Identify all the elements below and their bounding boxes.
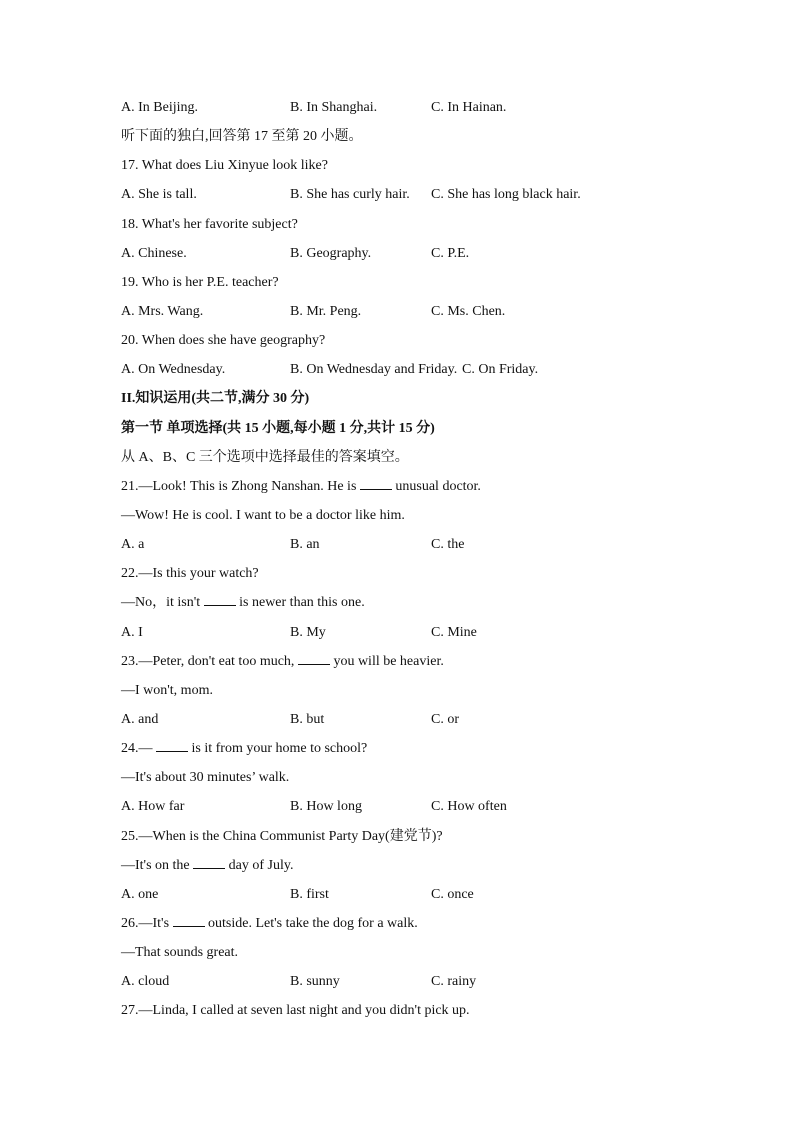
option-a: A. and (121, 711, 159, 727)
question-21 (121, 475, 721, 504)
option-b: B. first (290, 886, 329, 902)
question-text: —No，it isn't (121, 595, 201, 611)
option-c: C. On Friday. (462, 362, 539, 378)
option-b: B. My (290, 624, 326, 640)
q25-options (121, 883, 721, 912)
question-27: 27.—Linda, I called at seven last night and you didn't pick up. (121, 1003, 470, 1019)
option-c: C. She has long black hair. (431, 187, 581, 203)
question-24 (121, 737, 721, 766)
option-b: B. On Wednesday and Friday. (290, 362, 458, 378)
q16-options (121, 96, 721, 125)
option-b: B. an (290, 537, 320, 553)
section-2-title: II.知识运用(共二节,满分 30 分) (121, 391, 310, 407)
option-a: A. Chinese. (121, 245, 187, 261)
option-a: A. one (121, 886, 159, 902)
option-c: C. rainy (431, 974, 477, 990)
q17-options (121, 183, 721, 212)
answer-blank (204, 592, 236, 606)
q23-options (121, 708, 721, 737)
option-a: A. In Beijing. (121, 100, 198, 115)
exam-page (121, 96, 721, 1029)
question-23-reply: —I won't, mom. (121, 682, 213, 698)
q26-options (121, 970, 721, 999)
question-text: 23.—Peter, don't eat too much, (121, 653, 295, 669)
option-b: B. sunny (290, 974, 340, 990)
option-c: C. the (431, 537, 465, 553)
question-text: 24.— (121, 741, 153, 757)
q24-options (121, 795, 721, 824)
monologue-instruction: 听下面的独白,回答第 17 至第 20 小题。 (121, 129, 363, 145)
question-22-reply (121, 591, 721, 620)
answer-blank (173, 913, 205, 927)
question-text: 26.—It's (121, 915, 170, 931)
question-18: 18. What's her favorite subject? (121, 216, 298, 232)
question-19: 19. Who is her P.E. teacher? (121, 274, 279, 290)
q18-options (121, 242, 721, 271)
option-b: B. but (290, 711, 325, 727)
question-text: outside. Let's take the dog for a walk. (208, 915, 418, 931)
answer-blank (193, 855, 225, 869)
option-b: B. In Shanghai. (290, 100, 378, 115)
option-a: A. cloud (121, 974, 170, 990)
option-c: C. Mine (431, 624, 477, 640)
question-text: day of July. (228, 857, 294, 873)
option-c: C. once (431, 886, 474, 902)
question-21-reply: —Wow! He is cool. I want to be a doctor like him. (121, 507, 405, 523)
question-text: —It's on the (121, 857, 190, 873)
question-26 (121, 912, 721, 941)
option-a: A. Mrs. Wang. (121, 303, 204, 319)
option-a: A. How far (121, 799, 185, 815)
option-a: A. a (121, 537, 145, 553)
option-a: A. She is tall. (121, 187, 197, 203)
part-1-instruction: 从 A、B、C 三个选项中选择最佳的答案填空。 (121, 449, 409, 465)
option-c: C. How often (431, 799, 507, 815)
option-c: C. Ms. Chen. (431, 303, 506, 319)
question-24-reply: —It's about 30 minutes’ walk. (121, 770, 290, 786)
answer-blank (156, 738, 188, 752)
question-26-reply: —That sounds great. (121, 945, 239, 961)
option-a: A. On Wednesday. (121, 362, 226, 378)
question-22: 22.—Is this your watch? (121, 566, 259, 582)
option-c: C. In Hainan. (431, 100, 507, 115)
question-text: you will be heavier. (333, 653, 444, 669)
question-text: is it from your home to school? (191, 741, 368, 757)
part-1-title: 第一节 单项选择(共 15 小题,每小题 1 分,共计 15 分) (121, 420, 435, 436)
option-b: B. Mr. Peng. (290, 303, 362, 319)
question-17: 17. What does Liu Xinyue look like? (121, 158, 328, 174)
question-text: is newer than this one. (239, 595, 365, 611)
question-text: unusual doctor. (395, 478, 481, 494)
option-c: C. P.E. (431, 245, 470, 261)
answer-blank (298, 651, 330, 665)
question-25-reply (121, 854, 721, 883)
question-20: 20. When does she have geography? (121, 333, 326, 349)
question-text: 21.—Look! This is Zhong Nanshan. He is (121, 478, 357, 494)
answer-blank (360, 476, 392, 490)
q19-options (121, 300, 721, 329)
q21-options (121, 533, 721, 562)
question-25: 25.—When is the China Communist Party Day(建党节)? (121, 828, 443, 844)
q22-options (121, 621, 721, 650)
option-b: B. Geography. (290, 245, 372, 261)
question-23 (121, 650, 721, 679)
q20-options (121, 358, 721, 387)
option-b: B. How long (290, 799, 362, 815)
option-b: B. She has curly hair. (290, 187, 410, 203)
option-a: A. I (121, 624, 143, 640)
option-c: C. or (431, 711, 459, 727)
